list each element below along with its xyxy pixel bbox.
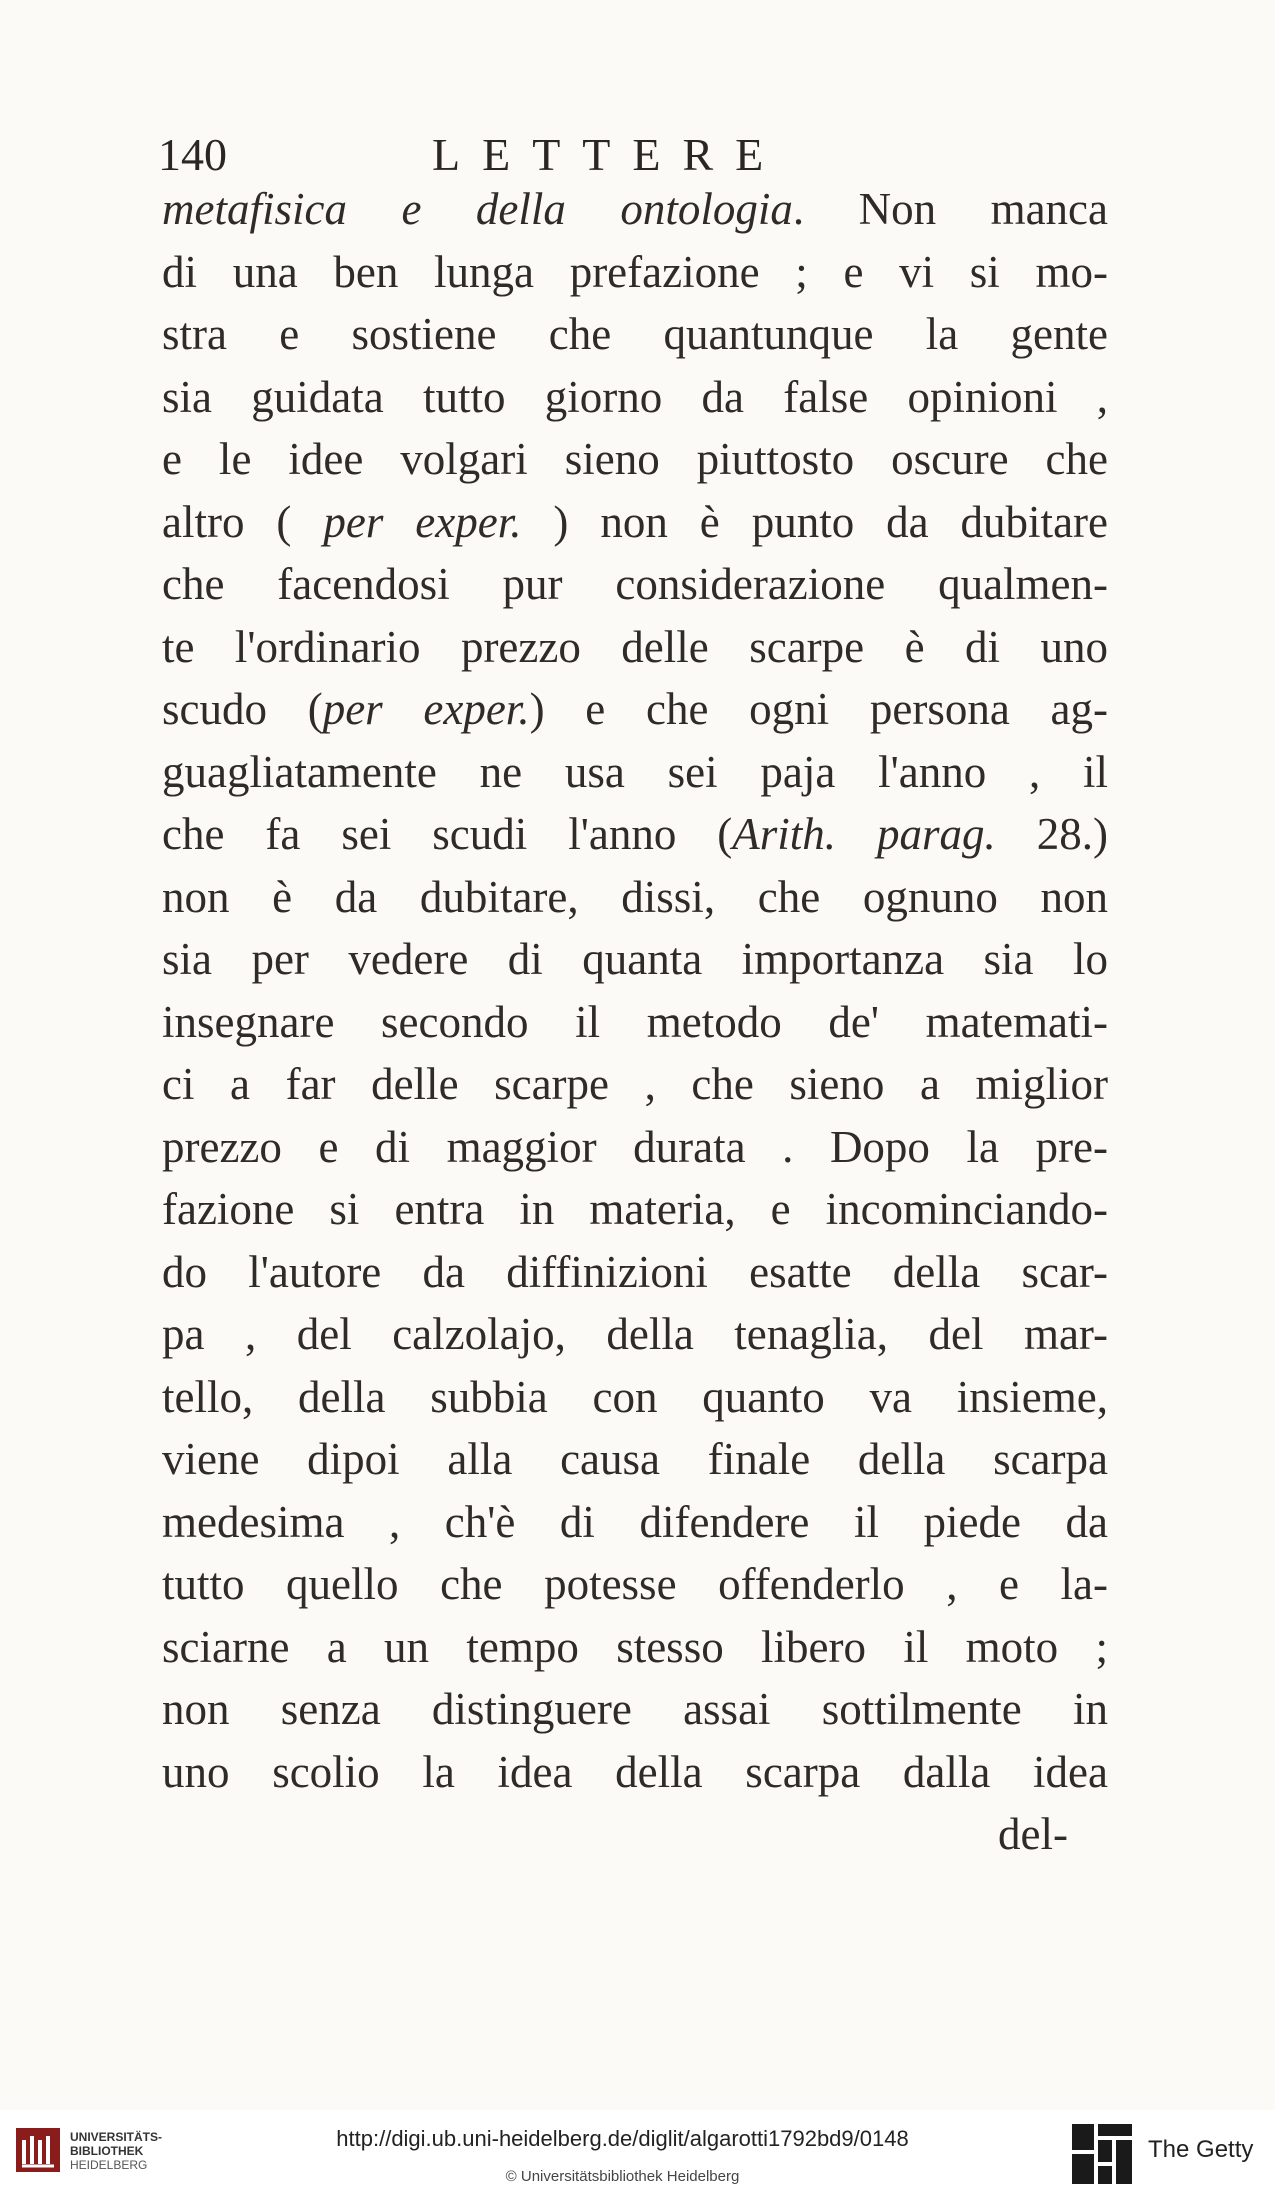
text-run: guagliatamente ne usa sei paja l'anno , il	[162, 746, 1108, 797]
text-run: altro (	[162, 496, 324, 547]
text-line	[162, 366, 1108, 429]
text-line	[162, 1428, 1108, 1491]
text-run: ) non è punto da dubitare	[521, 496, 1108, 547]
text-run: 28.)	[995, 809, 1108, 859]
text-line	[162, 553, 1108, 616]
text-line	[162, 1741, 1108, 1804]
text-run: do l'autore da diffinizioni esatte della scar-	[162, 1246, 1108, 1297]
italic-text-run: per exper.	[323, 496, 522, 547]
footer-bar	[0, 2110, 1275, 2200]
text-line	[162, 1553, 1108, 1616]
library-name-line-1: UNIVERSITÄTS-	[70, 2130, 163, 2144]
text-run: uno scolio la idea della scarpa dalla idea	[162, 1746, 1108, 1797]
text-run: insegnare secondo il metodo de' matemati-	[162, 996, 1108, 1047]
text-line	[162, 1678, 1108, 1741]
text-line	[162, 1053, 1108, 1116]
italic-text-run: Arith. parag.	[732, 809, 996, 859]
text-run: che fa sei scudi l'anno (	[162, 809, 733, 859]
text-line	[162, 1241, 1108, 1304]
text-line	[162, 1303, 1108, 1366]
text-run: tutto quello che potesse offenderlo , e la-	[162, 1559, 1108, 1609]
text-run: prezzo e di maggior durata . Dopo la pre-	[162, 1121, 1108, 1172]
page-number: 140	[158, 129, 227, 180]
text-run: e le idee volgari sieno piuttosto oscure che	[162, 434, 1108, 484]
text-run: ci a far delle scarpe , che sieno a miglior	[162, 1059, 1108, 1109]
text-run: viene dipoi alla causa finale della scarpa	[162, 1434, 1108, 1484]
text-line	[162, 616, 1108, 679]
text-line	[162, 1491, 1108, 1554]
text-run: te l'ordinario prezzo delle scarpe è di uno	[162, 621, 1108, 672]
text-run: che facendosi pur considerazione qualmen-	[162, 559, 1108, 609]
text-run: pa , del calzolajo, della tenaglia, del mar-	[162, 1309, 1108, 1359]
text-run: di una ben lunga prefazione ; e vi si mo-	[162, 246, 1108, 297]
library-name-line-2: BIBLIOTHEK	[70, 2144, 144, 2158]
text-line	[162, 678, 1108, 741]
text-line	[162, 928, 1108, 991]
text-line	[162, 1616, 1108, 1679]
text-line	[162, 991, 1108, 1054]
text-line	[162, 1116, 1108, 1179]
text-line	[162, 866, 1108, 929]
text-line	[162, 491, 1108, 554]
getty-logo-icon	[1068, 2120, 1136, 2188]
text-line	[162, 1366, 1108, 1429]
copyright-notice: © Universitätsbibliothek Heidelberg	[505, 2168, 740, 2185]
text-run: sciarne a un tempo stesso libero il moto ;	[162, 1621, 1108, 1672]
text-line	[162, 1178, 1108, 1241]
text-run: medesima , ch'è di difendere il piede da	[162, 1496, 1108, 1547]
italic-text-run: per exper.	[322, 684, 530, 734]
text-line	[162, 741, 1108, 804]
text-run: tello, della subbia con quanto va insieme,	[162, 1371, 1108, 1422]
text-run: non senza distinguere assai sottilmente in	[162, 1684, 1108, 1734]
library-name	[70, 2130, 162, 2172]
text-line	[162, 241, 1108, 304]
running-title: LETTERE	[432, 129, 786, 180]
text-run: scudo (	[162, 684, 323, 734]
italic-text-run: metafisica e della ontologia	[162, 184, 793, 234]
university-library-logo-icon	[14, 2126, 62, 2174]
text-line	[162, 178, 1108, 241]
library-name-line-3: HEIDELBERG	[70, 2158, 148, 2172]
text-line	[162, 303, 1108, 366]
text-line	[162, 803, 1108, 866]
text-run: sia guidata tutto giorno da false opinioni ,	[162, 371, 1108, 422]
source-url-link[interactable]: http://digi.ub.uni-heidelberg.de/diglit/algarotti1792bd9/0148	[336, 2126, 909, 2151]
text-run: non è da dubitare, dissi, che ognuno non	[162, 871, 1108, 922]
text-run: . Non manca	[792, 184, 1108, 234]
text-run: ) e che ogni persona ag-	[529, 684, 1108, 734]
text-line	[162, 428, 1108, 491]
text-run: sia per vedere di quanta importanza sia lo	[162, 934, 1108, 984]
text-run: fazione si entra in materia, e incominciando-	[162, 1184, 1108, 1234]
text-line	[162, 1803, 1108, 1866]
body-text	[162, 178, 1108, 1866]
text-run: stra e sostiene che quantunque la gente	[162, 309, 1108, 359]
getty-name: The Getty	[1148, 2136, 1254, 2163]
text-run: del-	[998, 1809, 1068, 1859]
